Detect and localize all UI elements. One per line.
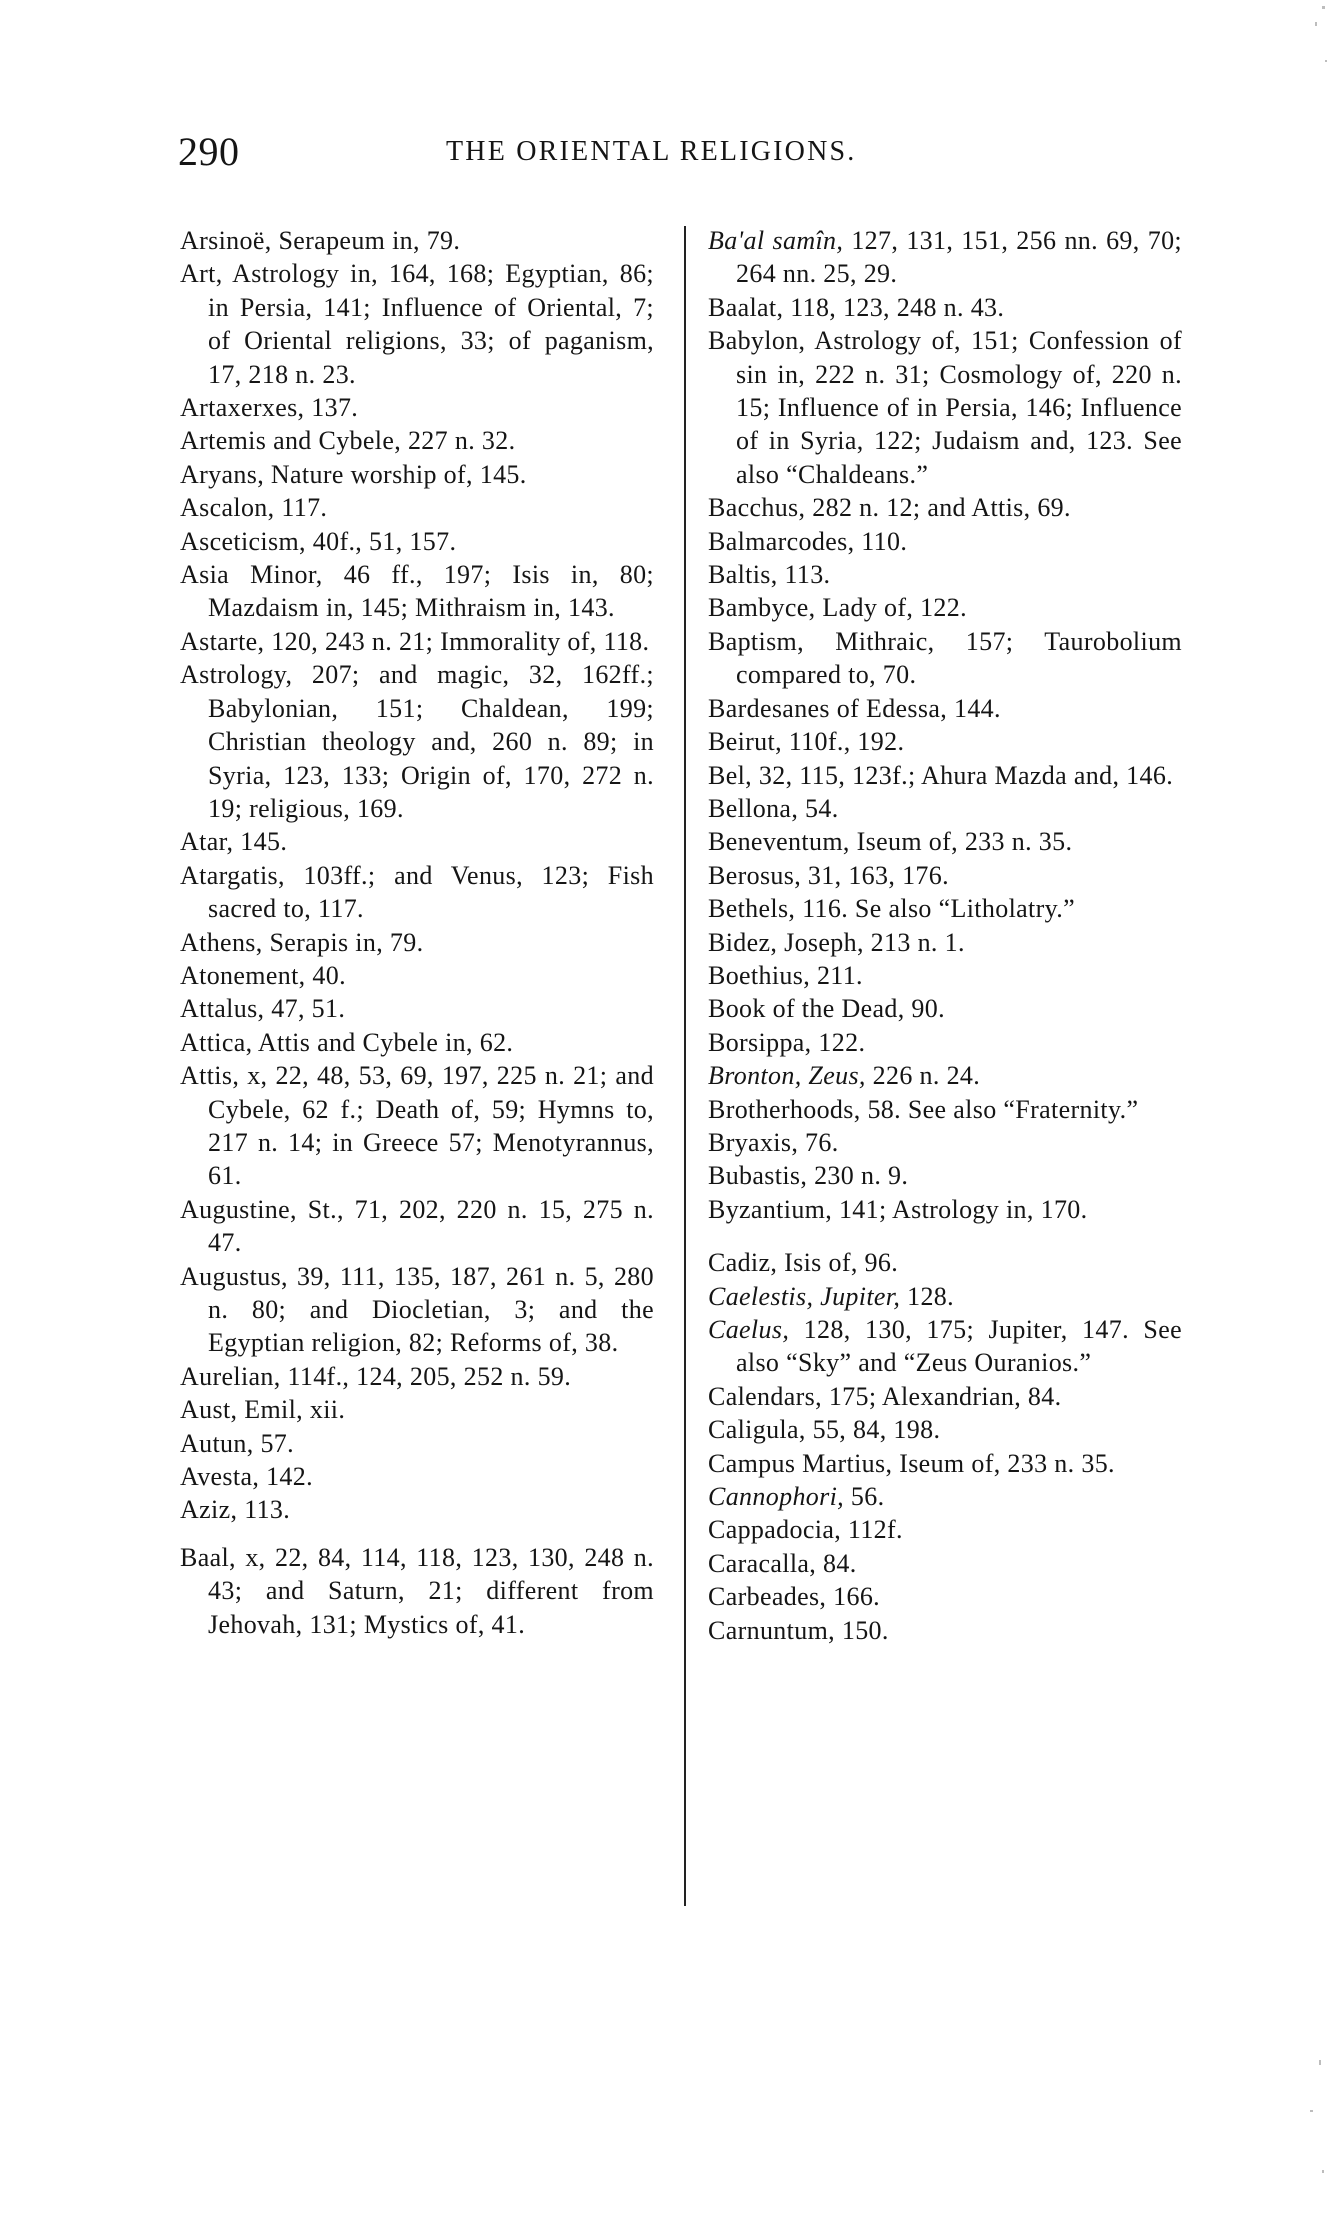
entry-heading: Avesta, bbox=[180, 1462, 260, 1492]
entry-references: 128, 130, 175; Jupiter, 147. See also “Sky” and “Zeus Ouranios.” bbox=[736, 1315, 1182, 1378]
entry-heading: Atonement, bbox=[180, 960, 306, 990]
entry-heading: Carnuntum, bbox=[708, 1615, 835, 1645]
entry-heading: Baltis, bbox=[708, 560, 778, 590]
index-entry bbox=[180, 458, 654, 491]
entry-heading: Bel, bbox=[708, 760, 753, 790]
index-entry bbox=[180, 391, 654, 424]
index-entry bbox=[180, 625, 654, 658]
index-entry bbox=[708, 1547, 1182, 1580]
entry-heading: Brotherhoods, bbox=[708, 1094, 861, 1124]
entry-heading: Cappadocia, bbox=[708, 1515, 842, 1545]
entry-heading: Atar, bbox=[180, 827, 234, 857]
entry-heading: Bronton, Zeus, bbox=[708, 1061, 866, 1091]
entry-references: Emil, xii. bbox=[237, 1395, 346, 1425]
index-entry bbox=[180, 825, 654, 858]
entry-heading: Caelus, bbox=[708, 1315, 790, 1344]
entry-heading: Aurelian, bbox=[180, 1361, 281, 1391]
index-entry bbox=[180, 558, 654, 625]
entry-references: and Cybele, 227 n. 32. bbox=[266, 426, 516, 456]
index-entry bbox=[180, 658, 654, 825]
entry-heading: Baalat, bbox=[708, 292, 784, 322]
index-entry bbox=[708, 1480, 1182, 1513]
entry-references: 32, 115, 123f.; Ahura Mazda and, 146. bbox=[752, 760, 1174, 790]
entry-references: Serapeum in, 79. bbox=[271, 226, 461, 255]
entry-references: 128. bbox=[900, 1281, 954, 1311]
index-entry bbox=[708, 1313, 1182, 1380]
index-entry bbox=[180, 926, 654, 959]
entry-references: 46 ff., 197; Isis in, 80; Mazdaism in, 145; Mithraism in, 143. bbox=[208, 560, 654, 623]
entry-references: Lady of, 122. bbox=[815, 593, 967, 623]
scan-speckle bbox=[1325, 60, 1327, 62]
entry-heading: Bethels, bbox=[708, 894, 796, 924]
entry-heading: Babylon, bbox=[708, 326, 806, 356]
index-entry bbox=[708, 859, 1182, 892]
entry-references: 114f., 124, 205, 252 n. 59. bbox=[280, 1361, 572, 1391]
entry-references: 110f., 192. bbox=[781, 727, 905, 757]
index-entry bbox=[708, 324, 1182, 491]
entry-references: 84. bbox=[816, 1548, 857, 1578]
entry-heading: Bacchus, bbox=[708, 493, 806, 523]
entry-heading: Attica, bbox=[180, 1027, 253, 1057]
index-entry bbox=[180, 1541, 654, 1641]
entry-references: 31, 163, 176. bbox=[801, 860, 949, 890]
index-entry bbox=[708, 1614, 1182, 1647]
index-entry bbox=[708, 1580, 1182, 1613]
scan-speckle bbox=[1315, 22, 1317, 26]
entry-heading: Byzantium, bbox=[708, 1194, 833, 1224]
entry-references: 166. bbox=[826, 1582, 881, 1612]
entry-heading: Borsippa, bbox=[708, 1027, 812, 1057]
entry-heading: Bellona, bbox=[708, 793, 799, 823]
entry-heading: Ascalon, bbox=[180, 493, 275, 523]
index-entry bbox=[180, 1026, 654, 1059]
entry-references: 112f. bbox=[841, 1515, 903, 1545]
entry-heading: Carbeades, bbox=[708, 1582, 827, 1612]
entry-references: 116. Se also “Litholatry.” bbox=[795, 894, 1076, 924]
entry-heading: Autun, bbox=[180, 1428, 254, 1458]
entry-references: 230 n. 9. bbox=[807, 1161, 909, 1191]
entry-references: 57. bbox=[253, 1428, 295, 1458]
entry-references: Mithraic, 157; Taurobolium compared to, 70. bbox=[736, 626, 1182, 690]
index-column-left bbox=[180, 224, 654, 1641]
entry-references: 137. bbox=[304, 393, 359, 423]
index-entry bbox=[708, 1413, 1182, 1446]
index-entry bbox=[180, 959, 654, 992]
entry-references: 54. bbox=[798, 793, 839, 823]
index-entry bbox=[180, 859, 654, 926]
entry-references: 211. bbox=[810, 960, 863, 990]
entry-heading: Astrology, bbox=[180, 660, 293, 690]
entry-heading: Aust, bbox=[180, 1395, 238, 1425]
entry-heading: Balmarcodes, bbox=[708, 526, 855, 556]
entry-references: 58. See also “Fraternity.” bbox=[860, 1094, 1139, 1124]
entry-references: 145. bbox=[233, 827, 288, 857]
index-entry bbox=[708, 1026, 1182, 1059]
entry-references: 117. bbox=[274, 493, 328, 523]
index-entry bbox=[708, 1193, 1182, 1226]
entry-heading: Artemis bbox=[180, 426, 267, 456]
entry-heading: Aziz, bbox=[180, 1495, 238, 1525]
index-entry bbox=[180, 1460, 654, 1493]
entry-references: 142. bbox=[259, 1462, 313, 1492]
index-entry bbox=[708, 725, 1182, 758]
entry-references: 118, 123, 248 n. 43. bbox=[783, 292, 1005, 322]
entry-references: 56. bbox=[844, 1482, 885, 1512]
entry-references: 122. bbox=[811, 1027, 866, 1057]
entry-heading: Bubastis, bbox=[708, 1161, 808, 1191]
entry-heading: Bambyce, bbox=[708, 593, 816, 623]
entry-references: 103ff.; and Venus, 123; Fish sacred to, 117. bbox=[208, 860, 654, 924]
entry-references: 113. bbox=[777, 560, 831, 590]
entry-heading: Bidez, bbox=[708, 927, 778, 957]
scan-speckle bbox=[1319, 2060, 1321, 2065]
scan-speckle bbox=[1322, 6, 1325, 9]
entry-references: of Edessa, 144. bbox=[829, 693, 1001, 723]
index-entry bbox=[180, 1360, 654, 1393]
column-divider bbox=[684, 226, 686, 1906]
index-entry bbox=[708, 1246, 1182, 1279]
entry-references: 120, 243 n. 21; Immorality of, 118. bbox=[264, 626, 650, 656]
index-entry bbox=[708, 759, 1182, 792]
entry-heading: Astarte, bbox=[180, 626, 265, 656]
entry-heading: Ba'al samîn, bbox=[708, 226, 844, 255]
entry-references: Iseum of, 233 n. 35. bbox=[849, 827, 1073, 857]
running-title: THE ORIENTAL RELIGIONS. bbox=[446, 136, 857, 167]
entry-heading: Attis, bbox=[180, 1061, 240, 1091]
entry-heading: Artaxerxes, bbox=[180, 393, 305, 423]
entry-heading: Caracalla, bbox=[708, 1548, 817, 1578]
entry-references: 150. bbox=[835, 1615, 889, 1645]
entry-heading: Cadiz, bbox=[708, 1248, 778, 1278]
entry-heading: Book bbox=[708, 994, 766, 1024]
entry-heading: Art, bbox=[180, 259, 223, 289]
index-entry bbox=[708, 1280, 1182, 1313]
index-entry bbox=[708, 959, 1182, 992]
entry-references: Astrology of, 151; Confession of sin in, 222 n. 31; Cosmology of, 220 n. 15; Influence of in Persia, 146; Influence of in Syria, 122; Judaism and, 123. See also “Chaldeans.” bbox=[736, 326, 1182, 489]
entry-references: 76. bbox=[798, 1127, 839, 1157]
entry-references: St., 71, 202, 220 n. 15, 275 n. 47. bbox=[208, 1194, 654, 1258]
index-entry bbox=[708, 625, 1182, 692]
entry-heading: Beneventum, bbox=[708, 827, 850, 857]
entry-heading: Augustus, bbox=[180, 1261, 288, 1291]
entry-references: 47, 51. bbox=[264, 994, 346, 1024]
entry-references: 207; and magic, 32, 162ff.; Babylonian, 151; Chaldean, 199; Christian theology and, 260 n. 89; in Syria, 123, 133; Origin of, 170, 272 n. 19; religious, 169. bbox=[208, 660, 654, 823]
index-entry bbox=[708, 892, 1182, 925]
entry-heading: Aryans, bbox=[180, 459, 265, 489]
entry-references: 110. bbox=[854, 526, 908, 556]
index-entry bbox=[180, 257, 654, 391]
page-number: 290 bbox=[178, 129, 240, 174]
index-entry bbox=[180, 491, 654, 524]
index-entry bbox=[708, 558, 1182, 591]
index-entry bbox=[708, 692, 1182, 725]
index-entry bbox=[708, 491, 1182, 524]
entry-references: Iseum of, 233 n. 35. bbox=[892, 1448, 1115, 1478]
entry-references: 175; Alexandrian, 84. bbox=[821, 1381, 1062, 1411]
entry-heading: Bardesanes bbox=[708, 693, 830, 723]
entry-heading: Arsinoë, bbox=[180, 226, 272, 255]
entry-references: 40f., 51, 157. bbox=[305, 526, 457, 556]
index-entry bbox=[708, 926, 1182, 959]
index-entry bbox=[708, 525, 1182, 558]
entry-heading: Baptism, bbox=[708, 626, 804, 656]
entry-references: x, 22, 48, 53, 69, 197, 225 n. 21; and Cybele, 62 f.; Death of, 59; Hymns to, 217 n. 14; in Greece 57; Menotyrannus, 61. bbox=[208, 1061, 654, 1191]
entry-references: 113. bbox=[237, 1495, 291, 1525]
index-entry bbox=[708, 1447, 1182, 1480]
index-column-right bbox=[708, 224, 1182, 1647]
index-entry bbox=[180, 424, 654, 457]
entry-references: Attis and Cybele in, 62. bbox=[252, 1027, 514, 1057]
index-entry bbox=[180, 1059, 654, 1193]
index-entry bbox=[708, 591, 1182, 624]
entry-references: x, 22, 84, 114, 118, 123, 130, 248 n. 43; and Saturn, 21; different from Jehovah, 131; Mystics of, 41. bbox=[208, 1542, 654, 1639]
index-entry bbox=[708, 825, 1182, 858]
entry-references: Joseph, 213 n. 1. bbox=[777, 927, 965, 957]
scan-speckle bbox=[1310, 2110, 1313, 2112]
index-entry bbox=[708, 1059, 1182, 1092]
entry-heading: Attalus, bbox=[180, 994, 265, 1024]
entry-heading: Bryaxis, bbox=[708, 1127, 799, 1157]
entry-references: Serapis in, 79. bbox=[262, 927, 424, 957]
index-entry bbox=[180, 1193, 654, 1260]
entry-heading: Asia Minor, bbox=[180, 560, 323, 590]
index-entry bbox=[180, 1427, 654, 1460]
entry-heading: Campus Martius, bbox=[708, 1448, 893, 1478]
entry-heading: Caligula, bbox=[708, 1415, 806, 1445]
index-entry bbox=[180, 525, 654, 558]
entry-heading: Boethius, bbox=[708, 960, 811, 990]
entry-heading: Caelestis, Jupiter, bbox=[708, 1281, 901, 1311]
index-entry bbox=[708, 224, 1182, 291]
scan-speckle bbox=[1322, 2170, 1324, 2173]
index-entry bbox=[180, 1493, 654, 1526]
entry-heading: Baal, bbox=[180, 1542, 236, 1572]
index-entry bbox=[708, 1513, 1182, 1546]
entry-references: 39, 111, 135, 187, 261 n. 5, 280 n. 80; and Diocletian, 3; and the Egyptian religion, 82; Reforms of, 38. bbox=[208, 1261, 654, 1358]
entry-references: 127, 131, 151, 256 nn. 69, 70; 264 nn. 25, 29. bbox=[736, 226, 1183, 289]
index-entry bbox=[708, 792, 1182, 825]
entry-heading: Augustine, bbox=[180, 1194, 297, 1224]
entry-heading: Beirut, bbox=[708, 727, 782, 757]
entry-references: Nature worship of, 145. bbox=[264, 459, 527, 489]
entry-heading: Calendars, bbox=[708, 1381, 822, 1411]
index-entry bbox=[180, 224, 654, 257]
index-entry bbox=[708, 1093, 1182, 1126]
entry-references: 141; Astrology in, 170. bbox=[832, 1194, 1088, 1224]
index-entry bbox=[708, 291, 1182, 324]
entry-heading: Athens, bbox=[180, 927, 263, 957]
page-header bbox=[178, 128, 1178, 188]
entry-heading: Berosus, bbox=[708, 860, 802, 890]
index-entry bbox=[708, 1159, 1182, 1192]
index-entry bbox=[708, 992, 1182, 1025]
entry-references: 282 n. 12; and Attis, 69. bbox=[805, 493, 1071, 523]
entry-references: 55, 84, 198. bbox=[805, 1415, 941, 1445]
entry-references: 40. bbox=[305, 960, 346, 990]
entry-references: 226 n. 24. bbox=[865, 1061, 981, 1091]
index-entry bbox=[708, 1380, 1182, 1413]
entry-heading: Cannophori, bbox=[708, 1482, 845, 1512]
entry-references: Astrology in, 164, 168; Egyptian, 86; in Persia, 141; Influence of Oriental, 7; of Oriental religions, 33; of paganism, 17, 218 n. 23. bbox=[208, 259, 654, 389]
index-entry bbox=[180, 1393, 654, 1426]
entry-heading: Atargatis, bbox=[180, 860, 285, 890]
index-entry bbox=[180, 992, 654, 1025]
entry-references: of the Dead, 90. bbox=[765, 994, 945, 1024]
entry-references: Isis of, 96. bbox=[777, 1248, 899, 1278]
index-entry bbox=[708, 1126, 1182, 1159]
index-entry bbox=[180, 1260, 654, 1360]
entry-heading: Asceticism, bbox=[180, 526, 306, 556]
